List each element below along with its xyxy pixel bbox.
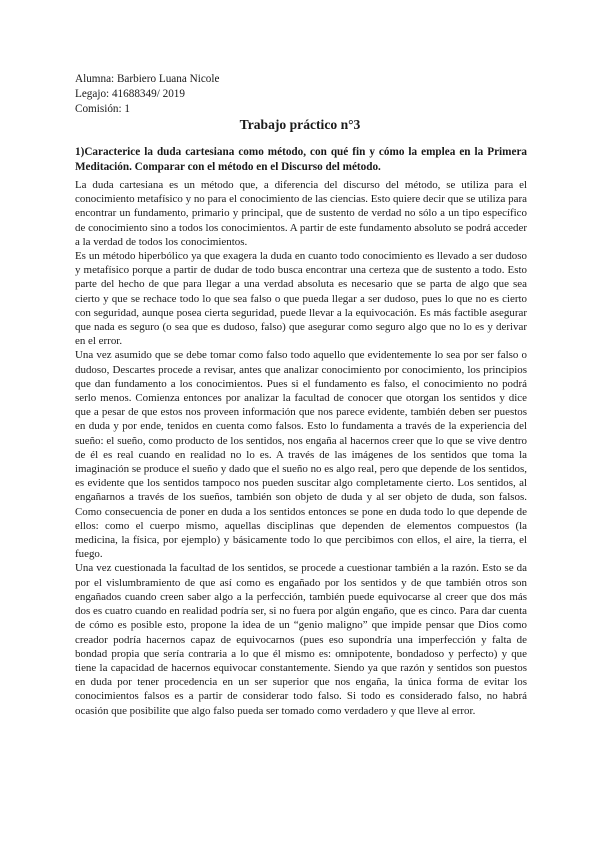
student-legajo: Legajo: 41688349/ 2019 [75, 88, 185, 100]
paragraph: Una vez cuestionada la facultad de los sentidos, se procede a cuestionar también a la razón. Esto se da por el vislumbramiento de que así como es engañado por los sentidos y de que también otros son engañados cuando creen saber algo a la perfección, también puede equivocarse al creer que dos más dos es cuatro cuando en realidad podría ser, si no fuera por algún engaño, que es cinco. Para dar cuenta de cómo es posible esto, propone la idea de un “genio maligno” que impide pensar que Dios como creador podría hacernos capaz de equivocarnos (pues eso supondría una imperfección y falta de bondad propia que sería contraria a lo que él mismo es: omnipotente, bondadoso y perfecto) y que tiene la capacidad de hacernos equivocar constantemente. Siendo ya que razón y sentidos son puestos en duda por tener procedencia en un ser superior que nos engaña, la única forma de evitar los conocimientos falsos es a partir de considerar todo falso. Si todo es considerado falso, no habrá ocasión que posibilite que algo falso pueda ser tomado como verdadero y que lleve al error. [75, 562, 527, 717]
page-title: Trabajo práctico n°3 [239, 117, 361, 132]
student-info [75, 72, 375, 117]
paragraph: Es un método hiperbólico ya que exagera la duda en cuanto todo conocimiento es llevado a ser dudoso y metafísico porque a partir de dudar de todo busca encontrar una certeza que de sustento a todo. Esto parte del hecho de que para llegar a una verdad absoluta es necesario que se parta de algo que sea cierto y que se rechace todo lo que sea falso o que pueda llegar a ser dudoso, pues lo que no es cierto con seguridad, aunque posea cierta seguridad, puede llevar a la equivocación. Es más factible asegurar que nada es seguro (o sea que es dudoso, falso) que asegurar como seguro algo que no lo es y derivar en el error. [75, 250, 527, 348]
paragraph: Una vez asumido que se debe tomar como falso todo aquello que evidentemente lo sea por ser falso o dudoso, Descartes procede a revisar, antes que analizar conocimiento por conocimiento, los principios que dan fundamento a los conocimientos. Pues si el fundamento es falso, el conocimiento no podrá serlo menos. Comienza entonces por analizar la facultad de conocer que otorgan los sentidos y dice que a pesar de que estos nos proveen información que nos parece evidente, también deben ser puestos en duda y por ende, tenidos en cuenta como falsos. Esto lo fundamenta a través de la experiencia del sueño: el sueño, como producto de los sentidos, nos engaña al hacernos creer que lo que se vive dentro de él es real cuando en realidad no lo es. A través de las imágenes de los sentidos que toma la imaginación se produce el sueño y dado que el sueño no es algo real, pero que depende de los sentidos, es evidente que los sentidos tampoco nos pueden suscitar algo completamente cierto. Los sentidos, al engañarnos a través de los sueños, también son objeto de duda y al ser objeto de duda, son falsos. Como consecuencia de poner en duda a los sentidos entonces se pone en duda todo lo que depende de ellos: como el cuerpo mismo, aquellas disciplinas que dependen de elementos compuestos (la medicina, la física, por ejemplo) y básicamente todo lo que percibimos con ellos, el aire, la tierra, el fuego. [75, 349, 527, 561]
student-name: Alumna: Barbiero Luana Nicole [75, 73, 220, 85]
paragraph: La duda cartesiana es un método que, a diferencia del discurso del método, se utiliza para el conocimiento metafísico y no para el conocimiento de las ciencias. Esto quiere decir que se utiliza para encontrar un fundamento, primario y principal, que de sustento de verdad no sólo a un tipo específico de conocimiento sino a todos los conocimientos. A partir de este fundamento absoluto se podrá acceder a la verdad de todos los conocimientos. [75, 179, 527, 248]
answer-body [75, 178, 527, 718]
question-heading: 1)Caracterice la duda cartesiana como método, con qué fin y cómo la emplea en la Primera Meditación. Comparar con el método en el Discurso del método. [75, 146, 527, 173]
student-comision: Comisión: 1 [75, 103, 131, 115]
